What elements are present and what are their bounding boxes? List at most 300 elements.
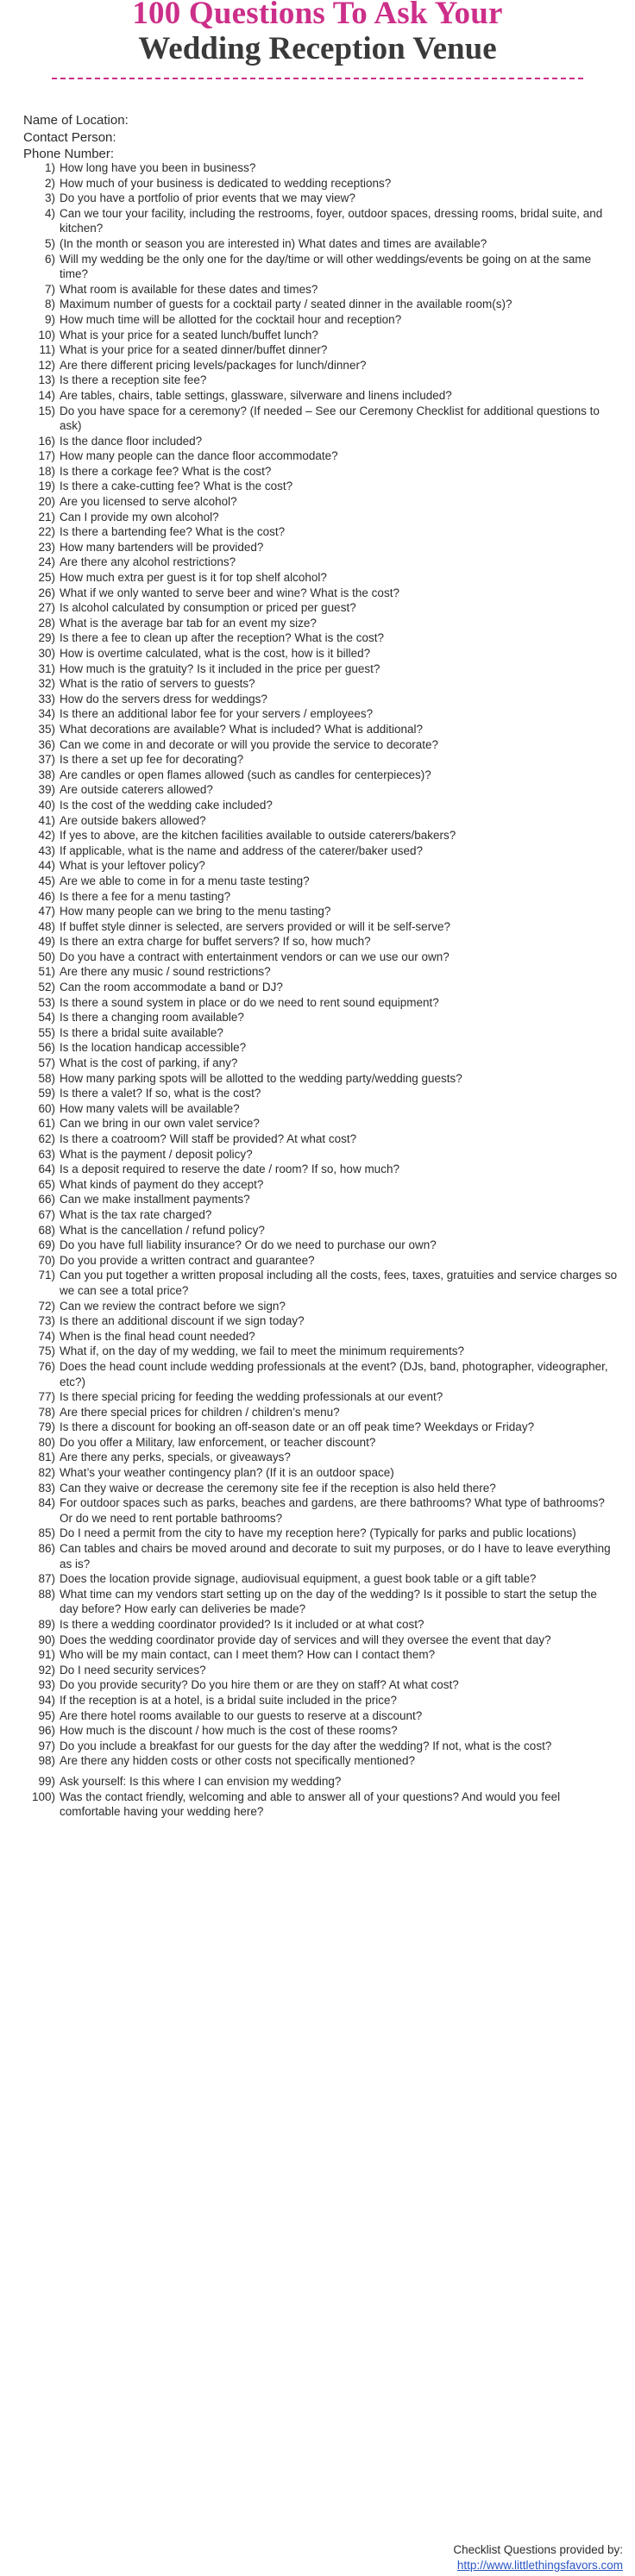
field-location-name: Name of Location: <box>23 113 129 128</box>
question-text: How many bartenders will be provided? <box>60 540 264 554</box>
question-item <box>23 1405 619 1420</box>
question-number: 84) <box>38 1496 55 1510</box>
question-item <box>23 373 619 388</box>
question-item <box>23 1677 619 1693</box>
question-item <box>23 297 619 312</box>
question-number: 18) <box>38 464 55 478</box>
question-text: Can we tour your facility, including the restrooms, foyer, outdoor spaces, dressing rooms, bridal suite, and kitchen? <box>60 206 603 235</box>
question-number: 73) <box>38 1314 55 1328</box>
question-text: What is the payment / deposit policy? <box>60 1147 253 1161</box>
question-item <box>23 1359 619 1389</box>
question-number: 58) <box>38 1071 55 1085</box>
question-item <box>23 328 619 343</box>
question-text: Can the room accommodate a band or DJ? <box>60 981 283 994</box>
question-text: What is the average bar tab for an event my size? <box>60 616 317 630</box>
question-text: Will my wedding be the only one for the day/time or will other weddings/events be going on at the same time? <box>60 252 592 281</box>
question-item <box>23 1238 619 1253</box>
question-text: Is there a bridal suite available? <box>60 1025 223 1039</box>
question-text: (In the month or season you are interested in) What dates and times are available? <box>60 236 487 250</box>
question-text: If yes to above, are the kitchen facilities available to outside caterers/bakers? <box>60 829 456 843</box>
question-text: For outdoor spaces such as parks, beaches and gardens, are there bathrooms? What type of bathrooms? Or do we need to rent portable bathrooms? <box>60 1496 605 1525</box>
question-number: 70) <box>38 1253 55 1267</box>
question-number: 76) <box>38 1359 55 1373</box>
question-item <box>23 540 619 555</box>
credit-link[interactable]: http://www.littlethingsfavors.com <box>456 2559 623 2572</box>
question-item <box>23 1753 619 1769</box>
credit-block <box>453 2542 623 2573</box>
question-text: What is your price for a seated lunch/buffet lunch? <box>60 328 318 342</box>
question-item <box>23 1056 619 1071</box>
question-text: Is there a cake-cutting fee? What is the cost? <box>60 479 293 493</box>
question-number: 10) <box>38 328 55 342</box>
question-text: If the reception is at a hotel, is a bridal suite included in the price? <box>60 1693 397 1707</box>
question-number: 93) <box>38 1678 55 1692</box>
question-list <box>23 160 619 1820</box>
question-item <box>23 252 619 282</box>
question-item <box>23 206 619 236</box>
question-number: 87) <box>38 1572 55 1586</box>
dashed-divider <box>52 78 583 79</box>
question-item <box>23 1313 619 1329</box>
question-number: 39) <box>38 783 55 797</box>
question-item <box>23 404 619 434</box>
question-text: Is there an additional discount if we sign today? <box>60 1314 305 1328</box>
question-item <box>23 1495 619 1526</box>
question-text: Was the contact friendly, welcoming and able to answer all of your questions? And would you feel comfortable having your wedding here? <box>60 1789 561 1819</box>
question-item <box>23 160 619 176</box>
question-number: 63) <box>38 1147 55 1161</box>
question-item <box>23 1435 619 1451</box>
question-number: 47) <box>38 905 55 918</box>
question-text: Are there hotel rooms available to our guests to reserve at a discount? <box>60 1708 423 1722</box>
question-text: Do you have space for a ceremony? (If needed – See our Ceremony Checklist for additional questions to ask) <box>60 404 600 433</box>
question-text: What is the cost of parking, if any? <box>60 1056 238 1070</box>
question-number: 3) <box>44 191 55 205</box>
question-text: Are candles or open flames allowed (such as candles for centerpieces)? <box>60 768 431 781</box>
question-text: Is the location handicap accessible? <box>60 1041 247 1055</box>
question-number: 31) <box>38 661 55 675</box>
question-item <box>23 1010 619 1025</box>
question-text: Maximum number of guests for a cocktail party / seated dinner in the available room(s)? <box>60 298 512 311</box>
question-text: Does the location provide signage, audiovisual equipment, a guest book table or a gift table? <box>60 1572 537 1586</box>
question-item <box>23 388 619 404</box>
question-item <box>23 616 619 631</box>
question-text: Do you provide security? Do you hire them or are they on staff? At what cost? <box>60 1678 459 1692</box>
question-item <box>23 768 619 783</box>
question-number: 71) <box>38 1269 55 1282</box>
question-item <box>23 524 619 540</box>
question-text: Who will be my main contact, can I meet them? How can I contact them? <box>60 1648 436 1662</box>
question-item <box>23 1774 619 1789</box>
question-text: Do I need security services? <box>60 1663 206 1677</box>
question-item <box>23 1739 619 1754</box>
question-item <box>23 570 619 586</box>
question-text: What is the tax rate charged? <box>60 1207 212 1221</box>
question-number: 90) <box>38 1633 55 1646</box>
question-text: How much is the gratuity? Is it included in the price per guest? <box>60 661 380 675</box>
question-text: What if we only wanted to serve beer and wine? What is the cost? <box>60 586 399 599</box>
question-number: 1) <box>44 161 55 174</box>
question-item <box>23 858 619 874</box>
question-text: Does the wedding coordinator provide day of services and will they oversee the event that day? <box>60 1633 551 1646</box>
question-text: Are there any alcohol restrictions? <box>60 555 236 569</box>
question-number: 33) <box>38 692 55 705</box>
question-number: 28) <box>38 616 55 630</box>
question-number: 97) <box>38 1739 55 1752</box>
question-text: How much extra per guest is it for top shelf alcohol? <box>60 571 327 585</box>
question-item <box>23 980 619 995</box>
question-number: 22) <box>38 525 55 539</box>
question-number: 26) <box>38 586 55 599</box>
question-item <box>23 676 619 692</box>
question-item <box>23 555 619 570</box>
question-number: 50) <box>38 950 55 963</box>
question-item <box>23 1192 619 1207</box>
question-number: 62) <box>38 1132 55 1145</box>
question-text: Is there a sound system in place or do we need to rent sound equipment? <box>60 995 439 1009</box>
question-text: What’s your weather contingency plan? (If it is an outdoor space) <box>60 1466 394 1480</box>
question-item <box>23 964 619 980</box>
question-item <box>23 1526 619 1541</box>
question-item <box>23 995 619 1011</box>
question-item <box>23 1465 619 1481</box>
question-item <box>23 752 619 768</box>
question-text: What kinds of payment do they accept? <box>60 1177 264 1191</box>
question-item <box>23 1708 619 1724</box>
question-text: Is there a wedding coordinator provided? Is it included or at what cost? <box>60 1618 424 1631</box>
question-item <box>23 1116 619 1131</box>
question-number: 23) <box>38 540 55 554</box>
question-number: 65) <box>38 1177 55 1191</box>
question-number: 43) <box>38 843 55 857</box>
question-item <box>23 661 619 677</box>
question-text: How many people can we bring to the menu tasting? <box>60 905 331 918</box>
question-number: 59) <box>38 1087 55 1100</box>
question-number: 37) <box>38 753 55 767</box>
question-number: 12) <box>38 358 55 372</box>
question-number: 67) <box>38 1207 55 1221</box>
question-item <box>23 1633 619 1648</box>
question-text: Is there a bartending fee? What is the cost? <box>60 525 286 539</box>
question-item <box>23 798 619 813</box>
question-item <box>23 1571 619 1587</box>
question-item <box>23 1223 619 1238</box>
question-text: What is the ratio of servers to guests? <box>60 677 255 691</box>
question-text: What decorations are available? What is included? What is additional? <box>60 722 423 736</box>
question-number: 2) <box>44 176 55 190</box>
question-item <box>23 1329 619 1344</box>
question-text: Are outside bakers allowed? <box>60 813 206 827</box>
question-text: Is there a valet? If so, what is the cost? <box>60 1087 261 1100</box>
question-number: 4) <box>44 206 55 220</box>
title-line-2: Wedding Reception Venue <box>138 31 497 66</box>
question-text: Ask yourself: Is this where I can envision my wedding? <box>60 1774 342 1788</box>
question-item <box>23 1207 619 1223</box>
question-item <box>23 904 619 919</box>
question-number: 100) <box>31 1789 55 1803</box>
question-number: 99) <box>38 1774 55 1788</box>
question-text: How much is the discount / how much is the cost of these rooms? <box>60 1724 398 1738</box>
question-number: 88) <box>38 1587 55 1601</box>
question-number: 25) <box>38 571 55 585</box>
field-phone-number: Phone Number: <box>23 147 115 161</box>
question-number: 64) <box>38 1163 55 1176</box>
question-item <box>23 843 619 859</box>
question-text: Can we bring in our own valet service? <box>60 1117 260 1131</box>
question-number: 78) <box>38 1405 55 1419</box>
question-item <box>23 1693 619 1708</box>
question-number: 44) <box>38 859 55 873</box>
question-text: What is your leftover policy? <box>60 859 205 873</box>
question-number: 80) <box>38 1435 55 1449</box>
question-item <box>23 1299 619 1314</box>
question-text: Do you have full liability insurance? Or do we need to purchase our own? <box>60 1238 437 1252</box>
question-text: Is there a fee to clean up after the reception? What is the cost? <box>60 631 384 645</box>
question-number: 16) <box>38 434 55 448</box>
question-number: 94) <box>38 1693 55 1707</box>
question-text: Does the head count include wedding professionals at the event? (DJs, band, photographer, videographer, etc?) <box>60 1359 608 1388</box>
question-item <box>23 176 619 191</box>
question-item <box>23 494 619 510</box>
question-item <box>23 236 619 252</box>
question-text: Is the cost of the wedding cake included? <box>60 798 273 812</box>
question-number: 98) <box>38 1754 55 1768</box>
question-item <box>23 1040 619 1056</box>
question-text: What is the cancellation / refund policy? <box>60 1223 265 1237</box>
question-text: Is there a coatroom? Will staff be provided? At what cost? <box>60 1132 357 1145</box>
question-number: 27) <box>38 601 55 615</box>
question-item <box>23 586 619 601</box>
question-item <box>23 950 619 965</box>
question-item <box>23 722 619 737</box>
question-text: Is there a discount for booking an off-season date or an off peak time? Weekdays or Friday? <box>60 1420 535 1434</box>
question-text: Are outside caterers allowed? <box>60 783 213 797</box>
question-number: 7) <box>44 282 55 296</box>
question-item <box>23 1147 619 1163</box>
question-item <box>23 1025 619 1041</box>
question-number: 34) <box>38 707 55 721</box>
question-text: Is there an additional labor fee for your servers / employees? <box>60 707 374 721</box>
question-text: Is there a reception site fee? <box>60 373 207 387</box>
question-text: Are there different pricing levels/packages for lunch/dinner? <box>60 358 367 372</box>
question-item <box>23 828 619 843</box>
question-number: 61) <box>38 1117 55 1131</box>
question-item <box>23 1723 619 1739</box>
question-item <box>23 934 619 950</box>
question-number: 42) <box>38 829 55 843</box>
question-number: 41) <box>38 813 55 827</box>
question-number: 55) <box>38 1025 55 1039</box>
question-item <box>23 1086 619 1101</box>
question-item <box>23 1789 619 1820</box>
field-contact-person: Contact Person: <box>23 129 116 145</box>
question-number: 49) <box>38 935 55 949</box>
question-text: What room is available for these dates and times? <box>60 282 318 296</box>
question-text: Do I need a permit from the city to have my reception here? (Typically for parks and public locations) <box>60 1526 576 1540</box>
question-number: 57) <box>38 1056 55 1070</box>
credit-label: Checklist Questions provided by: <box>453 2543 623 2556</box>
question-number: 56) <box>38 1041 55 1055</box>
question-text: Do you offer a Military, law enforcement, or teacher discount? <box>60 1435 376 1449</box>
question-number: 85) <box>38 1526 55 1540</box>
question-item <box>23 479 619 494</box>
question-number: 45) <box>38 874 55 887</box>
question-item <box>23 1647 619 1663</box>
question-item <box>23 1268 619 1298</box>
question-item <box>23 1450 619 1465</box>
question-item <box>23 1481 619 1496</box>
question-number: 83) <box>38 1481 55 1495</box>
question-number: 38) <box>38 768 55 781</box>
question-number: 32) <box>38 677 55 691</box>
question-item <box>23 1101 619 1117</box>
question-item <box>23 464 619 479</box>
title-line-1: 100 Questions To Ask Your <box>132 0 503 31</box>
question-number: 21) <box>38 510 55 523</box>
question-text: Is there a corkage fee? What is the cost? <box>60 464 272 478</box>
question-text: Can I provide my own alcohol? <box>60 510 219 523</box>
question-number: 6) <box>44 252 55 266</box>
question-number: 20) <box>38 495 55 509</box>
question-number: 95) <box>38 1708 55 1722</box>
question-item <box>23 1541 619 1571</box>
question-text: Can we come in and decorate or will you provide the service to decorate? <box>60 737 438 751</box>
contact-fields <box>23 112 619 163</box>
question-number: 91) <box>38 1648 55 1662</box>
question-text: How much of your business is dedicated to wedding receptions? <box>60 176 392 190</box>
question-number: 35) <box>38 722 55 736</box>
question-number: 86) <box>38 1542 55 1556</box>
question-number: 77) <box>38 1390 55 1404</box>
question-text: Is alcohol calculated by consumption or priced per guest? <box>60 601 356 615</box>
question-item <box>23 1420 619 1435</box>
question-number: 60) <box>38 1101 55 1115</box>
question-number: 69) <box>38 1238 55 1252</box>
question-number: 53) <box>38 995 55 1009</box>
question-number: 24) <box>38 555 55 569</box>
question-number: 9) <box>44 312 55 326</box>
question-number: 89) <box>38 1618 55 1631</box>
question-text: What time can my vendors start setting up on the day of the wedding? Is it possible to start the setup the day before? How early can deliveries be made? <box>60 1587 597 1616</box>
question-text: How many people can the dance floor accommodate? <box>60 449 338 463</box>
question-text: Are there any perks, specials, or giveaways? <box>60 1451 291 1464</box>
question-text: Can tables and chairs be moved around and decorate to suit my purposes, or do I have to leave everything as is? <box>60 1542 611 1570</box>
question-number: 68) <box>38 1223 55 1237</box>
question-item <box>23 358 619 373</box>
question-text: Are there any hidden costs or other costs not specifically mentioned? <box>60 1754 415 1768</box>
question-text: Do you include a breakfast for our guests for the day after the wedding? If not, what is the cost? <box>60 1739 552 1752</box>
question-number: 29) <box>38 631 55 645</box>
question-item <box>23 630 619 646</box>
question-item <box>23 692 619 707</box>
question-number: 46) <box>38 889 55 903</box>
question-text: What if, on the day of my wedding, we fail to meet the minimum requirements? <box>60 1344 464 1358</box>
question-text: Is there special pricing for feeding the wedding professionals at our event? <box>60 1390 443 1404</box>
question-item <box>23 448 619 464</box>
question-text: Can we review the contract before we sign? <box>60 1299 286 1313</box>
question-text: Are there special prices for children / children’s menu? <box>60 1405 340 1419</box>
question-number: 13) <box>38 373 55 387</box>
question-item <box>23 600 619 616</box>
question-item <box>23 1389 619 1405</box>
question-item <box>23 1177 619 1193</box>
question-text: How much time will be allotted for the cocktail hour and reception? <box>60 312 402 326</box>
question-item <box>23 737 619 753</box>
question-text: Is a deposit required to reserve the date / room? If so, how much? <box>60 1163 399 1176</box>
question-text: Is there an extra charge for buffet servers? If so, how much? <box>60 935 371 949</box>
question-text: Can they waive or decrease the ceremony site fee if the reception is also held there? <box>60 1481 496 1495</box>
question-number: 19) <box>38 479 55 493</box>
question-number: 52) <box>38 981 55 994</box>
question-number: 51) <box>38 965 55 979</box>
question-number: 8) <box>44 298 55 311</box>
question-number: 74) <box>38 1329 55 1343</box>
question-text: Is the dance floor included? <box>60 434 203 448</box>
question-item <box>23 813 619 829</box>
question-item <box>23 1071 619 1087</box>
question-item <box>23 646 619 661</box>
question-text: Do you provide a written contract and guarantee? <box>60 1253 315 1267</box>
question-item <box>23 1162 619 1177</box>
page-header <box>0 0 635 86</box>
question-number: 72) <box>38 1299 55 1313</box>
question-item <box>23 434 619 449</box>
question-item <box>23 1617 619 1633</box>
question-number: 75) <box>38 1344 55 1358</box>
question-item <box>23 889 619 905</box>
question-text: Do you have a contract with entertainment vendors or can we use our own? <box>60 950 450 963</box>
question-number: 15) <box>38 404 55 417</box>
question-text: When is the final head count needed? <box>60 1329 255 1343</box>
question-number: 48) <box>38 919 55 933</box>
question-number: 40) <box>38 798 55 812</box>
question-item <box>23 1253 619 1269</box>
question-number: 92) <box>38 1663 55 1677</box>
question-text: If applicable, what is the name and address of the caterer/baker used? <box>60 843 424 857</box>
question-text: Is there a fee for a menu tasting? <box>60 889 231 903</box>
question-number: 81) <box>38 1451 55 1464</box>
question-number: 14) <box>38 388 55 402</box>
question-text: How many valets will be available? <box>60 1101 240 1115</box>
question-text: Are you licensed to serve alcohol? <box>60 495 237 509</box>
question-text: How is overtime calculated, what is the cost, how is it billed? <box>60 647 371 660</box>
question-item <box>23 1663 619 1678</box>
question-number: 54) <box>38 1011 55 1025</box>
question-number: 36) <box>38 737 55 751</box>
question-text: Is there a set up fee for decorating? <box>60 753 244 767</box>
question-text: How many parking spots will be allotted to the wedding party/wedding guests? <box>60 1071 462 1085</box>
question-item <box>23 312 619 328</box>
question-item <box>23 282 619 298</box>
question-item <box>23 191 619 206</box>
question-text: Are we able to come in for a menu taste testing? <box>60 874 310 887</box>
question-number: 96) <box>38 1724 55 1738</box>
question-item <box>23 706 619 722</box>
question-text: Are tables, chairs, table settings, glassware, silverware and linens included? <box>60 388 452 402</box>
question-text: Can we make installment payments? <box>60 1193 250 1207</box>
question-text: How long have you been in business? <box>60 161 256 174</box>
question-text: Is there a changing room available? <box>60 1011 244 1025</box>
question-text: Do you have a portfolio of prior events that we may view? <box>60 191 355 205</box>
question-text: Are there any music / sound restrictions? <box>60 965 271 979</box>
question-item <box>23 342 619 358</box>
question-item <box>23 1587 619 1617</box>
question-text: What is your price for a seated dinner/buffet dinner? <box>60 343 328 357</box>
question-number: 5) <box>44 236 55 250</box>
question-text: If buffet style dinner is selected, are servers provided or will it be self-serve? <box>60 919 450 933</box>
question-number: 79) <box>38 1420 55 1434</box>
question-number: 11) <box>39 343 55 357</box>
